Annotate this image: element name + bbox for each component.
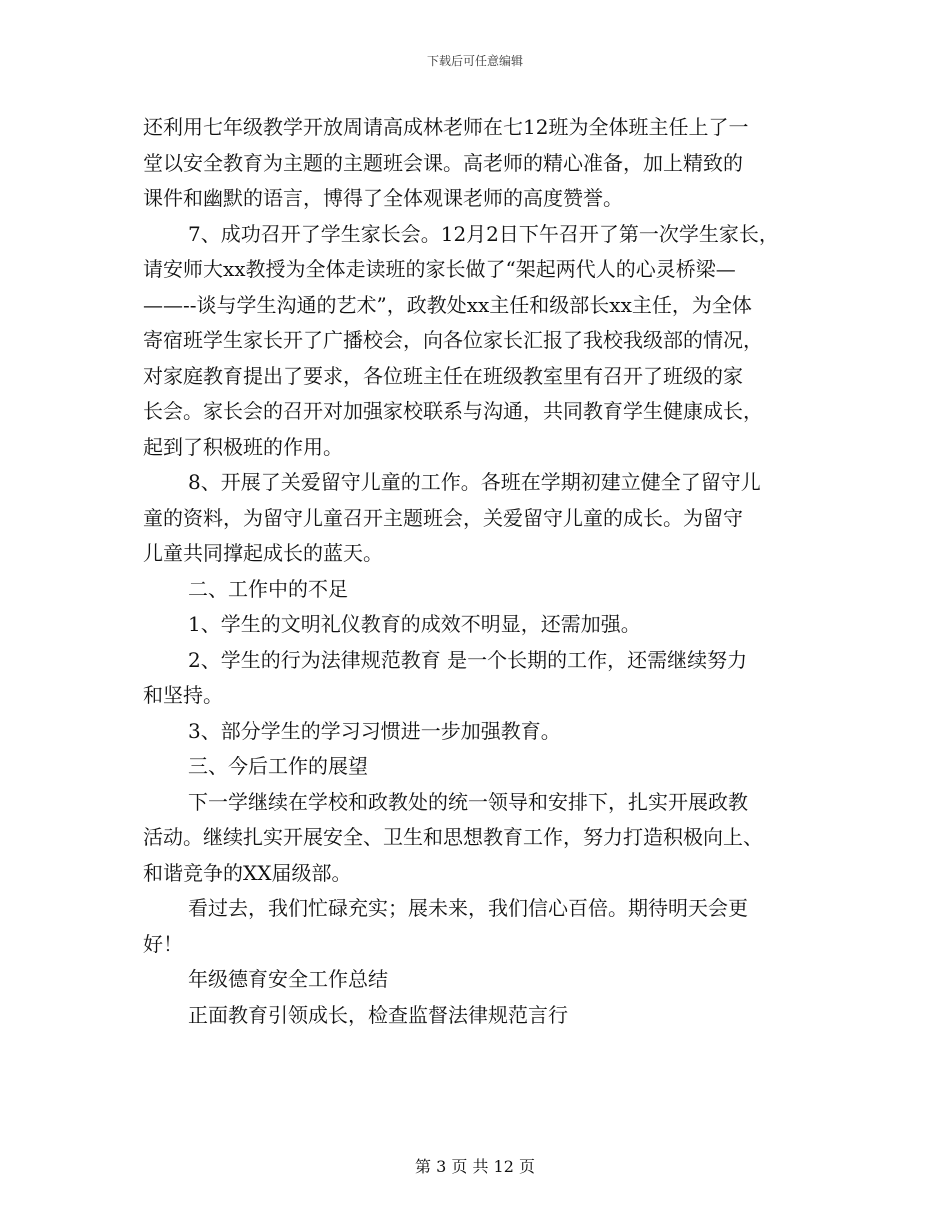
text-line: 课件和幽默的语言，博得了全体观课老师的高度赞誉。 (143, 186, 623, 210)
text-line: 还利用七年级教学开放周请高成林老师在七12班为全体班主任上了一 (143, 115, 749, 139)
document-body (143, 110, 823, 1033)
text-line: 8、开展了关爱留守儿童的工作。各班在学期初建立健全了留守儿 (188, 470, 761, 494)
text-line: 童的资料，为留守儿童召开主题班会，关爱留守儿童的成长。为留守 (143, 505, 743, 530)
text-line: 寄宿班学生家长开了广播校会，向各位家长汇报了我校我级部的情况， (143, 328, 763, 352)
text-line: 好！ (143, 931, 183, 956)
text-line: 长会。家长会的召开对加强家校联系与沟通，共同教育学生健康成长， (143, 399, 763, 423)
text-line: 二、工作中的不足 (188, 576, 348, 601)
page-footer: 第 3 页 共 12 页 (415, 1157, 535, 1176)
text-line: 请安师大xx教授为全体走读班的家长做了“架起两代人的心灵桥梁— (143, 257, 736, 281)
text-line: 对家庭教育提出了要求，各位班主任在班级教室里有召开了班级的家 (143, 363, 743, 388)
text-line: 正面教育引领成长，检查监督法律规范言行 (188, 1002, 568, 1027)
text-line: 看过去，我们忙碌充实；展未来，我们信心百倍。期待明天会更 (188, 896, 748, 920)
text-line: 1、学生的文明礼仪教育的成效不明显，还需加强。 (188, 612, 641, 636)
text-line: 下一学继续在学校和政教处的统一领导和安排下，扎实开展政教 (188, 789, 748, 814)
text-line: ——--谈与学生沟通的艺术”，政教处xx主任和级部长xx主任，为全体 (143, 292, 752, 317)
text-line: 儿童共同撑起成长的蓝天。 (143, 541, 383, 565)
text-line: 7、成功召开了学生家长会。12月2日下午召开了第一次学生家长， (188, 221, 779, 246)
text-line: 和谐竞争的XX届级部。 (143, 860, 352, 885)
text-line: 起到了积极班的作用。 (143, 434, 343, 459)
text-line: 堂以安全教育为主题的主题班会课。高老师的精心准备，加上精致的 (143, 150, 743, 175)
text-line: 年级德育安全工作总结 (188, 967, 388, 991)
text-line: 3、部分学生的学习习惯进一步加强教育。 (188, 718, 561, 743)
text-line: 2、学生的行为法律规范教育 是一个长期的工作，还需继续努力 (188, 647, 748, 672)
text-line: 三、今后工作的展望 (188, 754, 368, 778)
text-line: 和坚持。 (143, 683, 223, 707)
page-header: 下载后可任意编辑 (426, 54, 523, 68)
text-line: 活动。继续扎实开展安全、卫生和思想教育工作，努力打造积极向上、 (143, 825, 763, 849)
